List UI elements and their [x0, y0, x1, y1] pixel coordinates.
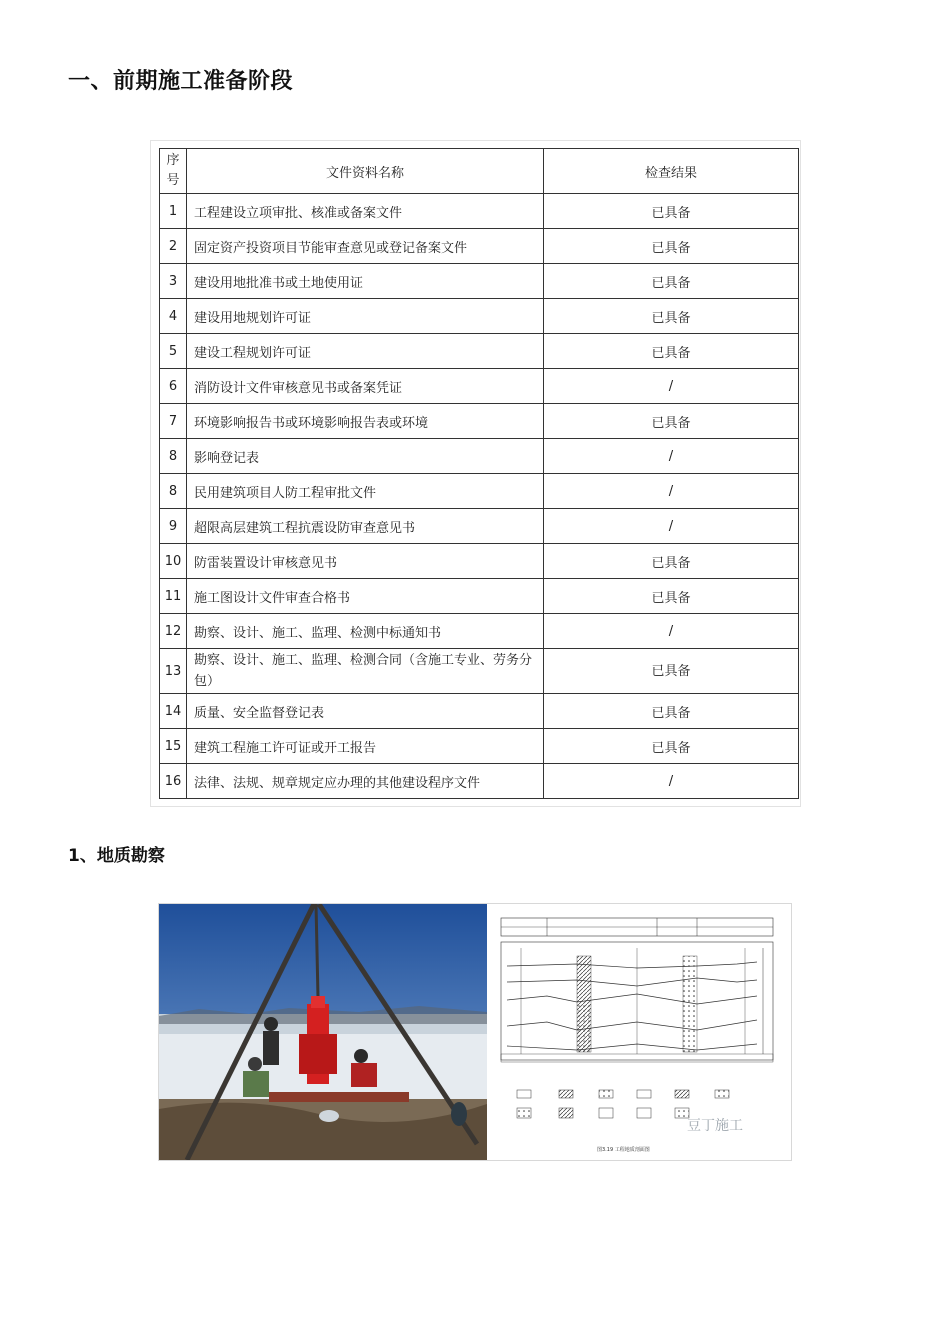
- row-number: 4: [160, 299, 187, 334]
- table-row: [160, 264, 799, 299]
- row-document-name: 影响登记表: [187, 439, 544, 474]
- row-number: 8: [160, 439, 187, 474]
- row-number: 15: [160, 729, 187, 764]
- table-row: [160, 194, 799, 229]
- header-num-label: 序 号: [166, 153, 180, 188]
- header-name: 文件资料名称: [187, 149, 544, 194]
- table-row: [160, 729, 799, 764]
- table-row: [160, 439, 799, 474]
- row-number: 3: [160, 264, 187, 299]
- row-number: 11: [160, 579, 187, 614]
- drilling-rig-photo: [159, 904, 487, 1160]
- row-check-result: 已具备: [544, 694, 799, 729]
- row-number: 5: [160, 334, 187, 369]
- table-row: [160, 649, 799, 694]
- row-number: 2: [160, 229, 187, 264]
- table-row: [160, 369, 799, 404]
- row-document-name: 质量、安全监督登记表: [187, 694, 544, 729]
- row-number: 14: [160, 694, 187, 729]
- table-row: [160, 299, 799, 334]
- row-document-name: 环境影响报告书或环境影响报告表或环境: [187, 404, 544, 439]
- row-check-result: 已具备: [544, 729, 799, 764]
- table-row: [160, 694, 799, 729]
- table-row: [160, 474, 799, 509]
- row-number: 9: [160, 509, 187, 544]
- row-number: 10: [160, 544, 187, 579]
- table-row: [160, 544, 799, 579]
- row-check-result: /: [544, 439, 799, 474]
- row-number: 1: [160, 194, 187, 229]
- table-row: [160, 579, 799, 614]
- figure-caption: 图3.19 工程地质剖面图: [597, 1147, 650, 1153]
- row-check-result: 已具备: [544, 194, 799, 229]
- row-check-result: 已具备: [544, 229, 799, 264]
- row-number: 6: [160, 369, 187, 404]
- section-heading: 1、地质勘察: [68, 846, 165, 866]
- table-row: [160, 334, 799, 369]
- table-row: [160, 764, 799, 799]
- geology-figure: [158, 903, 792, 1161]
- row-number: 13: [160, 649, 187, 694]
- row-check-result: /: [544, 369, 799, 404]
- table-row: [160, 404, 799, 439]
- row-document-name: 建设用地批准书或土地使用证: [187, 264, 544, 299]
- row-document-name: 防雷装置设计审核意见书: [187, 544, 544, 579]
- row-number: 7: [160, 404, 187, 439]
- document-checklist-table: [159, 148, 799, 799]
- row-document-name: 法律、法规、规章规定应办理的其他建设程序文件: [187, 764, 544, 799]
- row-number: 8: [160, 474, 187, 509]
- row-number: 16: [160, 764, 187, 799]
- row-check-result: 已具备: [544, 649, 799, 694]
- row-check-result: /: [544, 474, 799, 509]
- geology-section-drawing: [487, 904, 791, 1160]
- row-document-name: 工程建设立项审批、核准或备案文件: [187, 194, 544, 229]
- row-document-name: 建设工程规划许可证: [187, 334, 544, 369]
- row-document-name: 超限高层建筑工程抗震设防审查意见书: [187, 509, 544, 544]
- row-check-result: 已具备: [544, 334, 799, 369]
- row-document-name: 固定资产投资项目节能审查意见或登记备案文件: [187, 229, 544, 264]
- document-table-frame: [150, 140, 801, 807]
- row-document-name: 消防设计文件审核意见书或备案凭证: [187, 369, 544, 404]
- row-check-result: 已具备: [544, 404, 799, 439]
- row-check-result: 已具备: [544, 264, 799, 299]
- table-row: [160, 229, 799, 264]
- row-check-result: 已具备: [544, 579, 799, 614]
- header-num: [160, 149, 187, 194]
- row-check-result: /: [544, 509, 799, 544]
- row-document-name: 施工图设计文件审查合格书: [187, 579, 544, 614]
- row-check-result: 已具备: [544, 299, 799, 334]
- row-check-result: /: [544, 614, 799, 649]
- row-document-name: 建设用地规划许可证: [187, 299, 544, 334]
- page-title: 一、前期施工准备阶段: [68, 69, 294, 94]
- row-document-name: 民用建筑项目人防工程审批文件: [187, 474, 544, 509]
- row-number: 12: [160, 614, 187, 649]
- row-document-name: 建筑工程施工许可证或开工报告: [187, 729, 544, 764]
- table-row: [160, 614, 799, 649]
- figure-svg: [159, 904, 791, 1160]
- table-header-row: [160, 149, 799, 194]
- row-document-name: 勘察、设计、施工、监理、检测合同（含施工专业、劳务分包）: [187, 649, 544, 694]
- row-check-result: 已具备: [544, 544, 799, 579]
- row-check-result: /: [544, 764, 799, 799]
- table-row: [160, 509, 799, 544]
- watermark-text: 豆丁施工: [687, 1118, 743, 1134]
- header-result: 检查结果: [544, 149, 799, 194]
- row-document-name: 勘察、设计、施工、监理、检测中标通知书: [187, 614, 544, 649]
